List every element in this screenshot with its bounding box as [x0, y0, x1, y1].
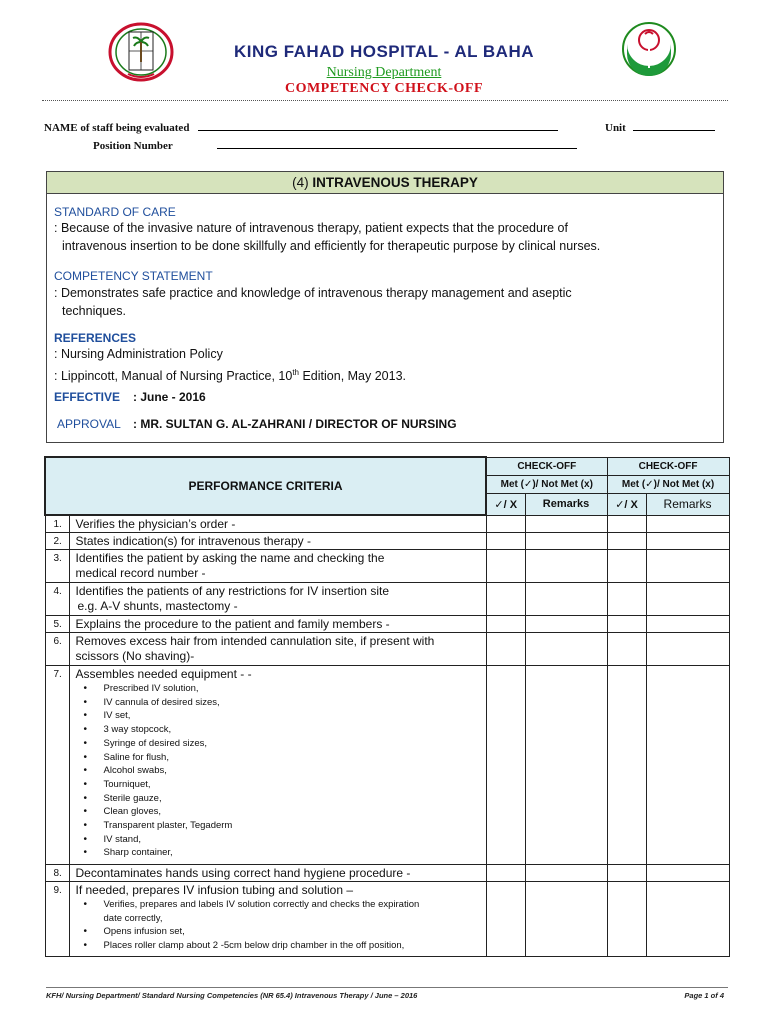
table-row [45, 865, 729, 882]
list-item: date correctly, [103, 912, 163, 924]
position-label: Position Number [93, 140, 173, 152]
criterion-text: Assembles needed equipment - - • Prescribed IV solution, • IV cannula of desired sizes, • IV set, • 3 way stopcock, • Syringe of desired sizes, • Saline for flush, • Alcohol swabs, • Tourniquet, • Sterile gauze, • Clean gloves, • Transparent plaster, Tegaderm • IV stand, • Sharp container, [69, 666, 486, 865]
criterion-text: Decontaminates hands using correct hand hygiene procedure - [69, 865, 486, 882]
approval-label: APPROVAL [57, 417, 121, 431]
met-cell[interactable] [486, 616, 525, 633]
footer-reference: KFH/ Nursing Department/ Standard Nursing Competencies (NR 65.4) Intravenous Therapy / June – 2016 [46, 991, 418, 1000]
row-number: 6. [45, 633, 69, 666]
met-cell[interactable] [486, 633, 525, 666]
remarks-cell[interactable] [525, 865, 607, 882]
competency-text: : Demonstrates safe practice and knowledge of intravenous therapy management and aseptic techniques. [54, 286, 572, 318]
met-cell[interactable] [486, 533, 525, 550]
remarks-cell[interactable] [646, 550, 729, 583]
table-row [45, 666, 729, 865]
remarks-cell[interactable] [525, 550, 607, 583]
equipment-list [76, 682, 482, 860]
criterion-text: If needed, prepares IV infusion tubing and solution – • Verifies, prepares and labels IV solution correctly and checks the expiration date correctly, • Opens infusion set, • Places roller clamp about 2 -5cm below drip chamber in the off position, [69, 882, 486, 957]
remarks-cell[interactable] [646, 666, 729, 865]
list-item: • Transparent plaster, Tegaderm [104, 819, 482, 833]
checkoff-header-2: CHECK-OFF [607, 457, 729, 475]
criterion-text: Removes excess hair from intended cannulation site, if present with scissors (No shaving)- [69, 633, 486, 666]
met-cell[interactable] [607, 515, 646, 533]
procedure-info-box [46, 171, 724, 443]
met-cell[interactable] [607, 616, 646, 633]
preparation-list [76, 898, 482, 952]
row-number: 4. [45, 583, 69, 616]
unit-field[interactable] [633, 120, 715, 131]
competency-subtitle: COMPETENCY CHECK-OFF [284, 81, 484, 96]
met-cell[interactable] [486, 515, 525, 533]
list-item: • Syringe of desired sizes, [104, 737, 482, 751]
row-number: 8. [45, 865, 69, 882]
list-item: • Tourniquet, [104, 778, 482, 792]
list-item: • Clean gloves, [104, 805, 482, 819]
effective-value: : June - 2016 [133, 390, 206, 404]
remarks-cell[interactable] [646, 633, 729, 666]
page-footer [46, 987, 728, 1000]
met-cell[interactable] [607, 633, 646, 666]
remarks-cell[interactable] [646, 616, 729, 633]
table-row [45, 633, 729, 666]
list-item: • Verifies, prepares and labels IV solution correctly and checks the expiration [104, 898, 482, 912]
list-item: • Sterile gauze, [104, 792, 482, 806]
header-divider [42, 100, 728, 101]
criterion-text: Identifies the patients of any restrictions for IV insertion site e.g. A-V shunts, mastectomy - [69, 583, 486, 616]
remarks-header-1: Remarks [525, 493, 607, 515]
remarks-cell[interactable] [525, 666, 607, 865]
row-number: 5. [45, 616, 69, 633]
list-item: • Saline for flush, [104, 751, 482, 765]
met-cell[interactable] [607, 583, 646, 616]
criterion-text: Verifies the physician’s order - [69, 515, 486, 533]
remarks-cell[interactable] [525, 882, 607, 957]
row-number: 9. [45, 882, 69, 957]
remarks-cell[interactable] [646, 583, 729, 616]
list-item: • Sharp container, [104, 846, 482, 860]
table-row [45, 550, 729, 583]
row-number: 2. [45, 533, 69, 550]
criteria-table [44, 456, 730, 957]
met-cell[interactable] [486, 865, 525, 882]
hospital-title: KING FAHAD HOSPITAL - AL BAHA [233, 42, 535, 61]
position-row [93, 138, 613, 154]
mark-header-1: ✓/ X [486, 493, 525, 515]
performance-criteria-header: PERFORMANCE CRITERIA [45, 457, 486, 515]
staff-name-label: NAME of staff being evaluated [44, 122, 190, 134]
mark-header-2: ✓/ X [607, 493, 646, 515]
standard-heading: STANDARD OF CARE [54, 205, 176, 219]
nursing-logo-icon [620, 20, 678, 80]
met-cell[interactable] [607, 550, 646, 583]
row-number: 3. [45, 550, 69, 583]
row-number: 7. [45, 666, 69, 865]
remarks-cell[interactable] [525, 515, 607, 533]
table-row [45, 616, 729, 633]
effective-label: EFFECTIVE [54, 390, 121, 404]
list-item: • IV set, [104, 709, 482, 723]
table-row [45, 583, 729, 616]
table-row [45, 533, 729, 550]
remarks-cell[interactable] [646, 533, 729, 550]
met-cell[interactable] [486, 583, 525, 616]
remarks-cell[interactable] [525, 633, 607, 666]
list-item: • IV cannula of desired sizes, [104, 696, 482, 710]
procedure-title: (4) INTRAVENOUS THERAPY [47, 172, 723, 194]
met-cell[interactable] [486, 550, 525, 583]
position-field[interactable] [217, 138, 577, 149]
competency-heading: COMPETENCY STATEMENT [54, 269, 213, 283]
list-item: • Prescribed IV solution, [104, 682, 482, 696]
unit-row [605, 120, 725, 136]
row-number: 1. [45, 515, 69, 533]
remarks-header-2: Remarks [646, 493, 729, 515]
approval-value: : MR. SULTAN G. AL-ZAHRANI / DIRECTOR OF NURSING [133, 417, 457, 431]
remarks-cell[interactable] [525, 533, 607, 550]
table-row [45, 515, 729, 533]
page-header [0, 18, 768, 100]
checkoff-header-1: CHECK-OFF [486, 457, 607, 475]
met-cell[interactable] [607, 533, 646, 550]
references-text: : Nursing Administration Policy : Lippincott, Manual of Nursing Practice, 10th Edition, May 2013. [54, 347, 407, 383]
remarks-cell[interactable] [646, 865, 729, 882]
met-cell[interactable] [607, 882, 646, 957]
remarks-cell[interactable] [525, 583, 607, 616]
page-number: Page 1 of 4 [684, 991, 724, 1000]
met-cell[interactable] [486, 666, 525, 865]
criterion-text: Identifies the patient by asking the name and checking the medical record number - [69, 550, 486, 583]
list-item: • 3 way stopcock, [104, 723, 482, 737]
criterion-text: Explains the procedure to the patient and family members - [69, 616, 486, 633]
remarks-cell[interactable] [646, 882, 729, 957]
met-cell[interactable] [607, 666, 646, 865]
references-heading: REFERENCES [54, 331, 137, 345]
met-header-1: Met (✓)/ Not Met (x) [486, 475, 607, 493]
remarks-cell[interactable] [646, 515, 729, 533]
list-item: • Alcohol swabs, [104, 764, 482, 778]
met-header-2: Met (✓)/ Not Met (x) [607, 475, 729, 493]
list-item: • Places roller clamp about 2 -5cm below drip chamber in the off position, [104, 939, 482, 953]
table-row [45, 882, 729, 957]
list-item: • IV stand, [104, 833, 482, 847]
staff-name-field[interactable] [198, 120, 558, 131]
remarks-cell[interactable] [525, 616, 607, 633]
unit-label: Unit [605, 122, 626, 134]
criterion-text: States indication(s) for intravenous therapy - [69, 533, 486, 550]
standard-text: : Because of the invasive nature of intravenous therapy, patient expects that the procedure of intravenous insertion to be done skillfully and efficiently for therapeutic purpose by clinical nurses. [54, 221, 601, 253]
met-cell[interactable] [607, 865, 646, 882]
list-item: • Opens infusion set, [104, 925, 482, 939]
department-name: Nursing Department [326, 65, 442, 80]
met-cell[interactable] [486, 882, 525, 957]
